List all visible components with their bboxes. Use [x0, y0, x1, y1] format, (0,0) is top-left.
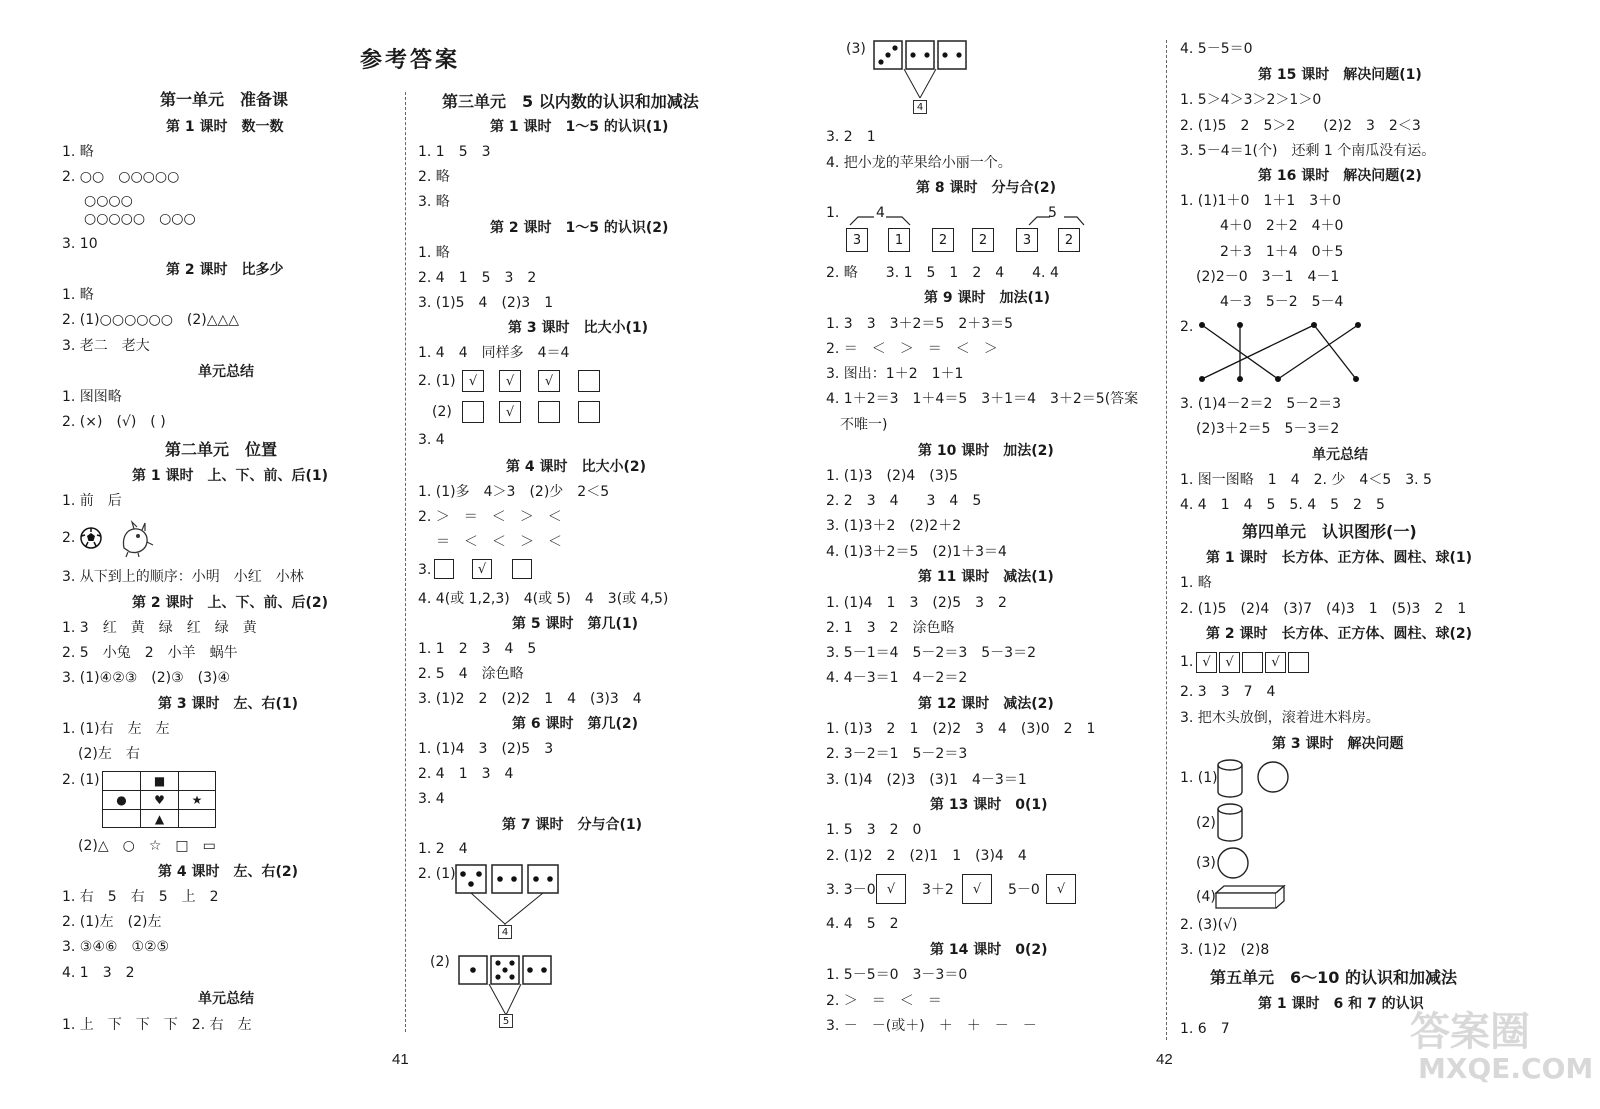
- answer-line: 1. 略: [1180, 575, 1212, 591]
- heart-symbol: ♥: [154, 793, 165, 807]
- answer-line: 2. 4 1 3 4: [418, 766, 514, 782]
- answer-line: 3. 3－0: [826, 882, 876, 898]
- triangle-symbol: ▲: [154, 811, 165, 826]
- lesson-heading: 第 2 课时 比多少: [166, 262, 284, 278]
- grid-cell: [178, 809, 216, 828]
- answer-line: 4. 4 1 4 5 5. 4 5 2 5: [1180, 497, 1385, 513]
- answer-line: 3. － －(或＋) ＋ ＋ － －: [826, 1018, 1037, 1034]
- total-label: 4: [913, 100, 927, 114]
- answer-line: 1. 4 4 同样多 4＝4: [418, 345, 570, 361]
- grid-cell: [178, 771, 216, 791]
- answer-line: 1. 上 下 下 下 2. 右 左: [62, 1017, 252, 1033]
- grid-cell: [178, 790, 216, 810]
- answer-line: 1. 3 3 3＋2＝5 2＋3＝5: [826, 316, 1014, 332]
- answer-line: 2. (1): [418, 866, 456, 882]
- answer-line: 2. (1)左 (2)左: [62, 914, 162, 930]
- grid-cell: [140, 809, 179, 828]
- check-box: √: [462, 370, 484, 392]
- check-box: √: [499, 370, 521, 392]
- grid-cell: [140, 790, 179, 810]
- answer-line: 2. 2 3 4 3 4 5: [826, 493, 982, 509]
- answer-line: 1.: [826, 205, 840, 221]
- square-symbol: ■: [153, 774, 166, 788]
- answer-line: (2)△ ○ ☆ □ ▭: [78, 838, 216, 854]
- answer-line: 3. 从下到上的顺序：小明 小红 小林: [62, 569, 304, 585]
- lesson-heading: 第 1 课时 数一数: [166, 119, 284, 135]
- answer-line: 2＋3 1＋4 0＋5: [1220, 244, 1344, 260]
- split-box: 3: [846, 228, 868, 252]
- split-box: 3: [1016, 228, 1038, 252]
- check-box: √: [876, 874, 906, 904]
- sphere-icon: [1216, 846, 1250, 880]
- answer-line: 3. 4: [418, 791, 445, 807]
- lesson-heading: 第 13 课时 0(1): [930, 797, 1048, 813]
- answer-line: 2. (1)2 2 (2)1 1 (3)4 4: [826, 848, 1027, 864]
- circle-symbol: ●: [116, 793, 127, 807]
- answer-line: 3. 5－4＝1(个) 还剩 1 个南瓜没有运。: [1180, 143, 1436, 159]
- split-total: 5: [1048, 205, 1057, 221]
- answer-line: 1.: [1180, 654, 1194, 670]
- answer-line: 4. 1＋2＝3 1＋4＝5 3＋1＝4 3＋2＝5(答案: [826, 391, 1139, 407]
- answer-line: 5－0: [1008, 882, 1040, 898]
- grid-cell: [140, 771, 179, 791]
- answer-line: 3. (1)2 (2)8: [1180, 942, 1270, 958]
- answer-line: 3. 图出：1＋2 1＋1: [826, 366, 964, 382]
- answer-line: 1. 6 7: [1180, 1021, 1230, 1037]
- unit-heading: 第二单元 位置: [165, 440, 278, 459]
- answer-line: 3.: [418, 562, 432, 578]
- answer-line: 2. 3－2＝1 5－2＝3: [826, 746, 968, 762]
- answer-line: 2.: [62, 530, 76, 546]
- lesson-heading: 第 6 课时 第几(2): [512, 716, 639, 732]
- lesson-heading: 第 12 课时 减法(2): [918, 696, 1054, 712]
- matching-lines-diagram: [1196, 320, 1366, 384]
- lesson-heading: 第 14 课时 0(2): [930, 942, 1048, 958]
- answer-line: 1. 略: [62, 287, 94, 303]
- answer-line: (2)左 右: [78, 746, 140, 762]
- total-label: 5: [499, 1014, 513, 1028]
- grid-cell: [102, 809, 141, 828]
- grid-cell: [102, 790, 141, 810]
- check-box: √: [962, 874, 992, 904]
- answer-line: 2. ○○ ○○○○○: [62, 169, 180, 185]
- section-heading: 单元总结: [1312, 447, 1368, 463]
- answer-line: 4－3 5－2 5－4: [1220, 294, 1344, 310]
- cylinder-icon: [1216, 758, 1244, 800]
- answer-line: 4. (1)3＋2＝5 (2)1＋3＝4: [826, 544, 1007, 560]
- answer-line: 3. 5－1＝4 5－2＝3 5－3＝2: [826, 645, 1036, 661]
- column-divider: [1166, 40, 1167, 1040]
- split-box: 2: [972, 228, 994, 252]
- lesson-heading: 第 4 课时 比大小(2): [506, 459, 647, 475]
- grid-cell: [102, 771, 141, 791]
- cuboid-icon: [1214, 884, 1286, 910]
- answer-line: ＝ ＜ ＜ ＞ ＜: [436, 534, 562, 550]
- answer-line: ○○○○: [84, 193, 133, 209]
- answer-line: 2. ＞ ＝ ＜ ＝: [826, 993, 942, 1009]
- answer-line: 2. ＞ ＝ ＜ ＞ ＜: [418, 509, 562, 525]
- answer-line: 3. 2 1: [826, 129, 876, 145]
- answer-line: 3. (1)3＋2 (2)2＋2: [826, 518, 962, 534]
- answer-line: 1. 略: [418, 245, 450, 261]
- answer-line: 4. 4－3＝1 4－2＝2: [826, 670, 968, 686]
- check-box: √: [538, 370, 560, 392]
- answer-line: 3. 老二 老大: [62, 338, 150, 354]
- answer-line: 2. (1): [418, 373, 456, 389]
- answer-line: 2. 略: [418, 169, 450, 185]
- lesson-heading: 第 4 课时 左、右(2): [158, 864, 299, 880]
- position-grid: [102, 771, 216, 828]
- answer-line: 1. (1)1＋0 1＋1 3＋0: [1180, 193, 1342, 209]
- empty-box: [578, 370, 600, 392]
- empty-box: [512, 559, 532, 579]
- lesson-heading: 第 15 课时 解决问题(1): [1258, 67, 1422, 83]
- page-number-left: 41: [392, 1051, 409, 1068]
- answer-line: 2. 1 3 2 涂色略: [826, 620, 955, 636]
- answer-line: 2. 5 4 涂色略: [418, 666, 524, 682]
- answer-line: 1. 前 后: [62, 493, 122, 509]
- answer-line: (3): [1196, 855, 1216, 871]
- answer-line: 1. (1)3 2 1 (2)2 3 4 (3)0 2 1: [826, 721, 1096, 737]
- lesson-heading: 第 10 课时 加法(2): [918, 443, 1054, 459]
- answer-line: 1. 2 4: [418, 841, 468, 857]
- total-label: 4: [498, 925, 512, 939]
- check-box: √: [499, 401, 521, 423]
- little-dragon-icon: [116, 518, 156, 558]
- empty-box: [462, 401, 484, 423]
- answer-line: 3. 10: [62, 236, 98, 252]
- answer-line: (3): [846, 41, 866, 57]
- lesson-heading: 第 1 课时 1～5 的认识(1): [490, 119, 669, 135]
- answer-line: 1. 3 红 黄 绿 红 绿 黄: [62, 620, 257, 636]
- answer-line: 1. 图图略: [62, 389, 122, 405]
- lesson-heading: 第 1 课时 上、下、前、后(1): [132, 468, 329, 484]
- split-box: 1: [888, 228, 910, 252]
- answer-line: 1. (1)4 3 (2)5 3: [418, 741, 554, 757]
- unit-heading: 第五单元 6～10 的认识和加减法: [1210, 968, 1457, 987]
- answer-line: 2. (1): [62, 772, 100, 788]
- lesson-heading: 第 3 课时 解决问题: [1272, 736, 1404, 752]
- lesson-heading: 第 2 课时 1～5 的认识(2): [490, 220, 669, 236]
- answer-line: (4): [1196, 889, 1216, 905]
- lesson-heading: 第 7 课时 分与合(1): [502, 817, 643, 833]
- star-symbol: ★: [191, 793, 203, 807]
- section-heading: 单元总结: [198, 991, 254, 1007]
- split-box: 2: [932, 228, 954, 252]
- page-number-right: 42: [1156, 1051, 1173, 1068]
- answer-line: 2. (1)5 (2)4 (3)7 (4)3 1 (5)3 2 1: [1180, 601, 1467, 617]
- answer-line: 1. 1 5 3: [418, 144, 491, 160]
- answer-line: 2. (3)(√): [1180, 917, 1238, 933]
- answer-line: 3＋2: [922, 882, 954, 898]
- check-box: √: [472, 559, 492, 579]
- answer-line: 4. 把小龙的苹果给小丽一个。: [826, 155, 1012, 171]
- answer-line: 1. (1): [1180, 770, 1218, 786]
- column-divider: [405, 92, 406, 1032]
- check-box: √: [1196, 652, 1217, 673]
- lesson-heading: 第 16 课时 解决问题(2): [1258, 168, 1422, 184]
- lesson-heading: 第 1 课时 长方体、正方体、圆柱、球(1): [1206, 550, 1473, 566]
- lesson-heading: 第 5 课时 第几(1): [512, 616, 639, 632]
- answer-line: 3. (1)5 4 (2)3 1: [418, 295, 554, 311]
- split-box: 2: [1058, 228, 1080, 252]
- check-box: √: [1219, 652, 1240, 673]
- answer-line: 1. (1)多 4＞3 (2)少 2＜5: [418, 484, 610, 500]
- answer-line: (2): [1196, 815, 1216, 831]
- split-total: 4: [876, 205, 885, 221]
- answer-line: 3. 4: [418, 432, 445, 448]
- cylinder-icon: [1216, 802, 1244, 844]
- answer-line: (2): [430, 954, 450, 970]
- answer-line: 1. 略: [62, 144, 94, 160]
- empty-box: [1288, 652, 1309, 673]
- sphere-icon: [1256, 760, 1290, 794]
- answer-line: 1. 1 2 3 4 5: [418, 641, 537, 657]
- answer-line: 4. 4(或 1,2,3) 4(或 5) 4 3(或 4,5): [418, 591, 669, 607]
- answer-line: (2)2－0 3－1 4－1: [1196, 269, 1340, 285]
- answer-line: 2.: [1180, 319, 1194, 335]
- answer-line: 1. 5 3 2 0: [826, 822, 922, 838]
- answer-line: 1. 5－5＝0 3－3＝0: [826, 967, 968, 983]
- answer-line: 1. (1)3 (2)4 (3)5: [826, 468, 959, 484]
- lesson-heading: 第 2 课时 长方体、正方体、圆柱、球(2): [1206, 626, 1473, 642]
- unit-heading: 第四单元 认识图形(一): [1242, 522, 1417, 541]
- answer-line: 1. 5＞4＞3＞2＞1＞0: [1180, 92, 1322, 108]
- unit-heading: 第一单元 准备课: [160, 90, 289, 109]
- answer-line: 1. (1)右 左 左: [62, 721, 170, 737]
- answer-line: (2)3＋2＝5 5－3＝2: [1196, 421, 1340, 437]
- lesson-heading: 第 3 课时 左、右(1): [158, 696, 299, 712]
- answer-line: 3. (1)2 2 (2)2 1 4 (3)3 4: [418, 691, 642, 707]
- empty-box: [434, 559, 454, 579]
- answer-line: 2. 4 1 5 3 2: [418, 270, 537, 286]
- answer-line: 3. (1)4－2＝2 5－2＝3: [1180, 396, 1342, 412]
- unit-heading: 第三单元 5 以内数的认识和加减法: [442, 92, 699, 111]
- answer-line: 4. 5－5＝0: [1180, 41, 1253, 57]
- answer-line: 3. (1)④②③ (2)③ (3)④: [62, 670, 231, 686]
- answer-line: 1. 图一图略 1 4 2. 少 4＜5 3. 5: [1180, 472, 1432, 488]
- answer-line: ○○○○○ ○○○: [84, 211, 196, 227]
- watermark-logo: 答案圈: [1410, 1009, 1530, 1055]
- answer-line: 2. (1)○○○○○○ (2)△△△: [62, 312, 240, 328]
- lesson-heading: 第 11 课时 减法(1): [918, 569, 1054, 585]
- answer-line: 3. 略: [418, 194, 450, 210]
- answer-line: 4. 1 3 2: [62, 965, 135, 981]
- answer-line: (2): [432, 404, 452, 420]
- lesson-heading: 第 8 课时 分与合(2): [916, 180, 1057, 196]
- check-box: √: [1046, 874, 1076, 904]
- lesson-heading: 第 9 课时 加法(1): [924, 290, 1051, 306]
- watermark-url: MXQE.COM: [1418, 1052, 1594, 1085]
- answer-line: 2. ＝ ＜ ＞ ＝ ＜ ＞: [826, 341, 998, 357]
- answer-line: 3. 把木头放倒，滚着进木料房。: [1180, 710, 1380, 726]
- answer-line: 2. 3 3 7 4: [1180, 684, 1276, 700]
- page-title: 参考答案: [360, 48, 461, 73]
- answer-line: 2. (×) (√) ( ): [62, 414, 166, 430]
- answer-line: 1. (1)4 1 3 (2)5 3 2: [826, 595, 1007, 611]
- empty-box: [578, 401, 600, 423]
- answer-line: 2. (1)5 2 5＞2 (2)2 3 2＜3: [1180, 118, 1421, 134]
- answer-line: 1. 右 5 右 5 上 2: [62, 889, 219, 905]
- empty-box: [538, 401, 560, 423]
- answer-line: 4＋0 2＋2 4＋0: [1220, 218, 1344, 234]
- section-heading: 单元总结: [198, 364, 254, 380]
- answer-line: 不唯一): [840, 417, 888, 433]
- answer-line: 4. 4 5 2: [826, 916, 899, 932]
- empty-box: [1242, 652, 1263, 673]
- answer-line: 3. ③④⑥ ①②⑤: [62, 939, 170, 955]
- answer-line: 2. 5 小兔 2 小羊 蜗牛: [62, 645, 238, 661]
- answer-line: 2. 略 3. 1 5 1 2 4 4. 4: [826, 265, 1059, 281]
- check-box: √: [1265, 652, 1286, 673]
- lesson-heading: 第 2 课时 上、下、前、后(2): [132, 595, 329, 611]
- answer-line: 3. (1)4 (2)3 (3)1 4－3＝1: [826, 772, 1027, 788]
- lesson-heading: 第 1 课时 6 和 7 的认识: [1258, 996, 1424, 1012]
- soccer-ball-icon: [80, 527, 102, 549]
- lesson-heading: 第 3 课时 比大小(1): [508, 320, 649, 336]
